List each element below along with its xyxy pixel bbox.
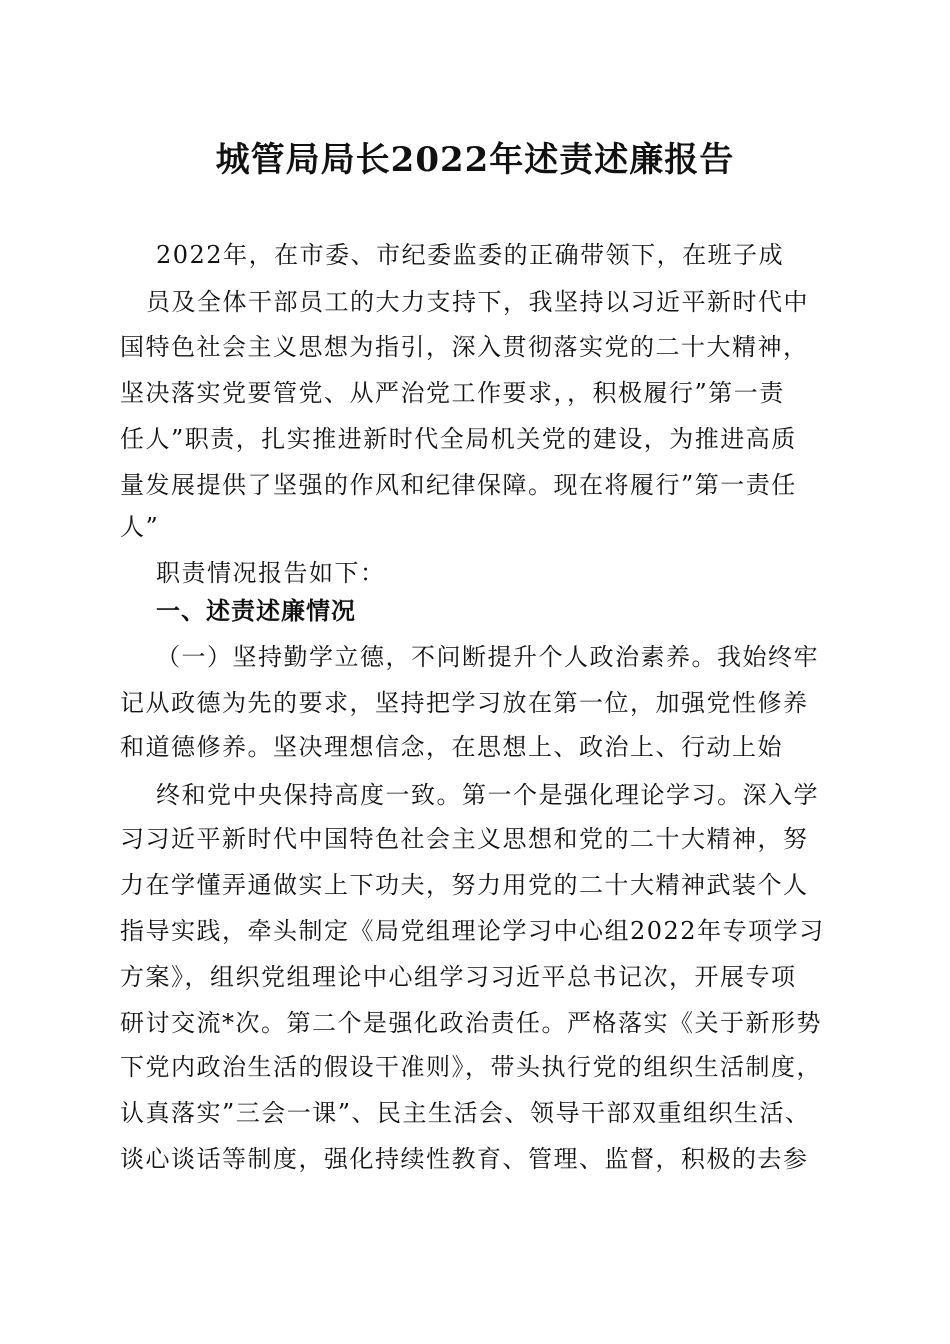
paragraph-line: 职责情况报告如下： bbox=[156, 559, 386, 587]
paragraph-line: 和道德修养。坚决理想信念，在思想上、政治上、行动上始 bbox=[120, 733, 783, 761]
section-heading: 一、述责述廉情况 bbox=[156, 597, 356, 625]
paragraph-line: 国特色社会主义思想为指引，深入贯彻落实党的二十大精神， bbox=[120, 333, 809, 361]
paragraph-line: 方案》，组织党组理论中心组学习习近平总书记次，开展专项 bbox=[120, 963, 797, 991]
paragraph-line: 坚决落实党要管党、从严治党工作要求，，积极履行”第一责 bbox=[120, 379, 785, 407]
paragraph-line: 量发展提供了坚强的作风和纪律保障。现在将履行”第一责任 bbox=[120, 471, 797, 499]
paragraph-line: 记从政德为先的要求，坚持把学习放在第一位，加强党性修养 bbox=[120, 689, 809, 717]
paragraph-line: 指导实践，牵头制定《局党组理论学习中心组2022年专项学习 bbox=[120, 917, 825, 945]
paragraph-line: 终和党中央保持高度一致。第一个是强化理论学习。深入学 bbox=[156, 781, 819, 809]
paragraph-line: 人” bbox=[120, 513, 160, 541]
paragraph-line: 员及全体干部员工的大力支持下，我坚持以习近平新时代中 bbox=[146, 288, 809, 316]
paragraph-line: 任人”职责，扎实推进新时代全局机关党的建设，为推进高质 bbox=[120, 425, 797, 453]
paragraph-line: 下党内政治生活的假设干准则》，带头执行党的组织生活制度， bbox=[120, 1053, 822, 1081]
paragraph-line: 认真落实”三会一课”、民主生活会、领导干部双重组织生活、 bbox=[120, 1099, 811, 1127]
paragraph-line: 习习近平新时代中国特色社会主义思想和党的二十大精神，努 bbox=[120, 825, 809, 853]
paragraph-line: 力在学懂弄通做实上下功夫，努力用党的二十大精神武装个人 bbox=[120, 871, 809, 899]
paragraph-line: 研讨交流*次。第二个是强化政治责任。严格落实《关于新形势 bbox=[120, 1009, 822, 1037]
subsection-line: （一）坚持勤学立德，不问断提升个人政治素养。我始终牢 bbox=[156, 643, 819, 671]
paragraph-line: 谈心谈话等制度，强化持续性教育、管理、监督，积极的去参 bbox=[120, 1145, 809, 1173]
document-title: 城管局局长2022年述责述廉报告 bbox=[215, 140, 735, 180]
paragraph-line: 2022年，在市委、市纪委监委的正确带领下，在班子成 bbox=[156, 241, 785, 269]
